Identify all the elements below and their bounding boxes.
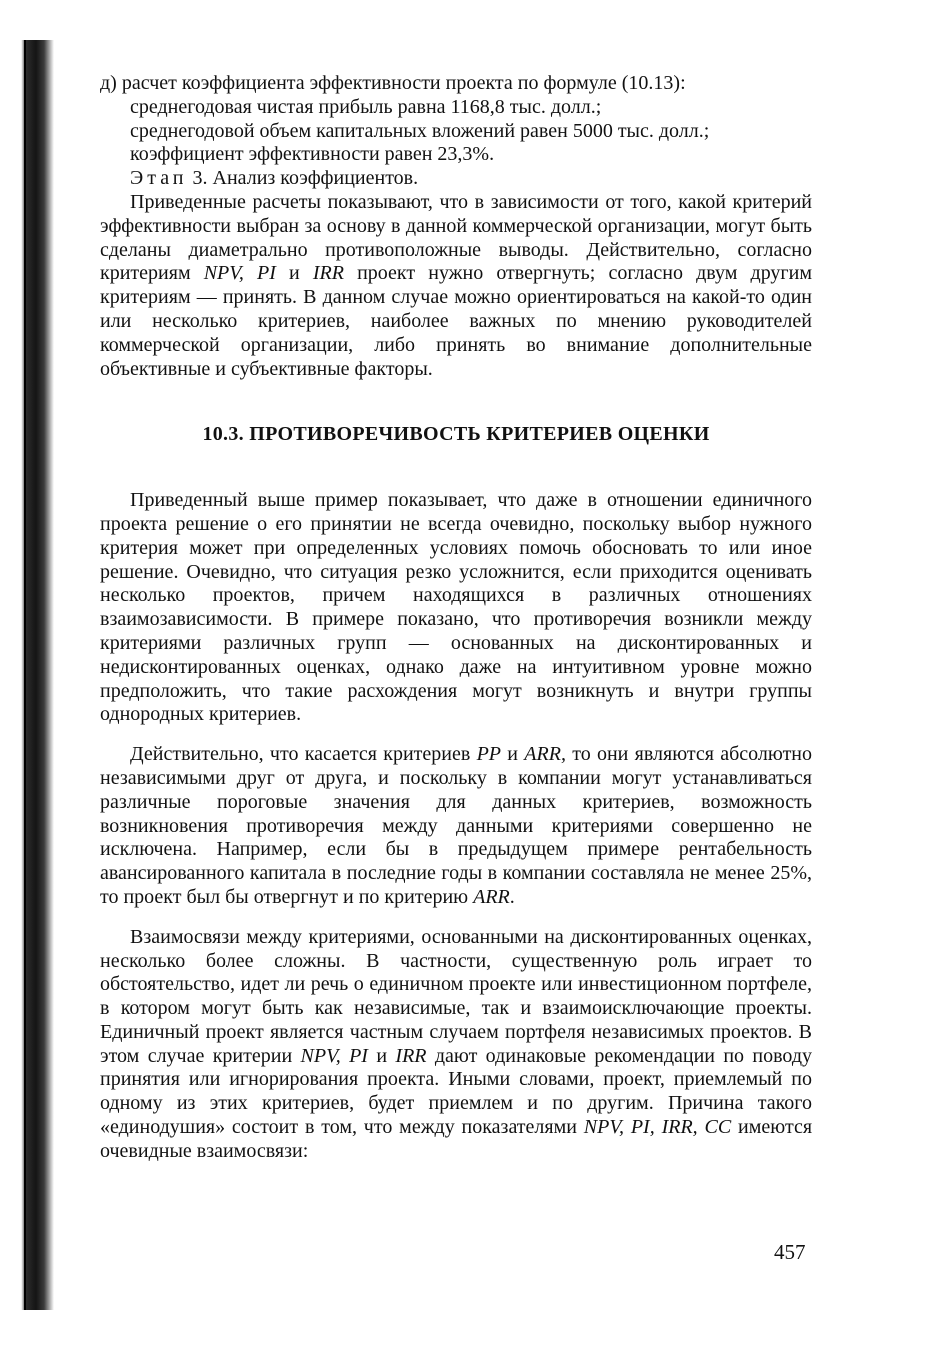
stage-text: 3. Анализ коэффициентов.: [187, 167, 419, 190]
text-run: Взаимосвязи между критериями, основанными на дисконтированных оценках, несколько более сложны. В частности, существенную роль играет то обстоятельство, идет ли речь о единичном проекте или инвестиционном портфеле, в котором могут быть как независимые, так и взаимоисключающие проекты. Единичный проект является частным случаем портфеля независимых проектов. В этом случае критерии: [100, 925, 812, 1067]
text-run: имеются очевидные взаимосвязи:: [100, 1116, 813, 1162]
page-number: 457: [774, 1240, 806, 1264]
term-npv: NPV,: [300, 1044, 341, 1067]
term-pi: PI,: [630, 1116, 655, 1139]
stage-3-line: [130, 167, 812, 191]
paragraph-contradictions: Приведенный выше пример показывает, что даже в отношении единичного проекта решение о его принятии не всегда очевидно, поскольку выбор нужного критерия может при определенных условиях помочь обосновать то или иное решение. Очевидно, что ситуация резко усложнится, если приходится оценивать несколько проектов, причем находящихся в различных отношениях взаимозависимости. В примере показано, что противоречия возникли между критериями различных групп — основанных на дисконтированных и недисконтированных оценках, однако даже на интуитивном уровне можно предположить, что такие расхождения могут возникнуть и внутри группы однородных критериев.: [100, 489, 812, 726]
paragraph-pp-arr: [100, 743, 812, 910]
term-arr: ARR,: [524, 743, 566, 766]
term-pi: PI: [349, 1044, 368, 1067]
stage-label: Этап: [130, 167, 188, 190]
term-npv: NPV,: [583, 1116, 624, 1139]
paragraph-gap: [100, 910, 812, 926]
calc-line-investment: среднегодовой объем капитальных вложений равен 5000 тыс. долл.;: [130, 119, 710, 142]
term-irr: IRR: [395, 1044, 427, 1067]
text-run: проект нужно отвергнуть; согласно двум другим критериям — принять. В данном случае можно ориентироваться на какой-то один или несколько критериев, наиболее важных по мнению руководителей коммерческой организации, либо принять во внимание дополнительные объективные и субъективные факторы.: [100, 262, 812, 380]
calc-line-profit: среднегодовая чистая прибыль равна 1168,8 тыс. долл.;: [130, 95, 602, 118]
formula-line: д) расчет коэффициента эффективности проекта по формуле (10.13):: [100, 72, 686, 94]
text-run: Приведенные расчеты показывают, что в зависимости от того, какой критерий эффективности выбран за основу в данной коммерческой организации, могут быть сделаны диаметрально противоположные выводы. Действительно, согласно критериям: [100, 190, 812, 285]
calc-results: [100, 96, 812, 191]
book-binding-shadow: [14, 40, 54, 1310]
term-irr: IRR: [312, 262, 344, 285]
paragraph-gap: [100, 727, 812, 743]
term-arr: ARR: [473, 885, 510, 908]
term-npv: NPV,: [203, 262, 244, 285]
calc-line-coefficient: коэффициент эффективности равен 23,3%.: [130, 143, 495, 166]
term-irr: IRR,: [661, 1116, 698, 1139]
page-body: [100, 72, 812, 1164]
paragraph-analysis: [100, 191, 812, 381]
term-pi: PI: [257, 262, 276, 285]
term-cc: CC: [704, 1116, 732, 1139]
text-run: то они являются абсолютно независимыми друг от друга, и поскольку в компании могут устанавливаться различные пороговые значения для данных критериев, возможность возникновения противоречия между данными критериями совершенно не исключена. Например, если бы в предыдущем примере рентабельность авансированного капитала в последние годы в компании составляла не менее 25%, то проект был бы отвергнут и по критерию: [100, 743, 813, 908]
text-run: и: [501, 743, 525, 766]
text-run: .: [509, 885, 515, 908]
term-pp: PP: [476, 743, 502, 766]
book-binding-edge: [24, 40, 26, 1310]
text-run: и: [275, 262, 313, 285]
text-run: дают одинаковые рекомендации по поводу принятия или игнорирования проекта. Иными словами, проект, приемлемый по одному из этих критериев, будет приемлем и по другим. Причина такого «единодушия» состоит в том, что между показателями: [100, 1044, 813, 1139]
paragraph-discounted: [100, 926, 812, 1164]
text-run: и: [367, 1044, 396, 1067]
section-heading: 10.3. ПРОТИВОРЕЧИВОСТЬ КРИТЕРИЕВ ОЦЕНКИ: [202, 423, 710, 446]
text-run: Действительно, что касается критериев: [130, 743, 477, 766]
